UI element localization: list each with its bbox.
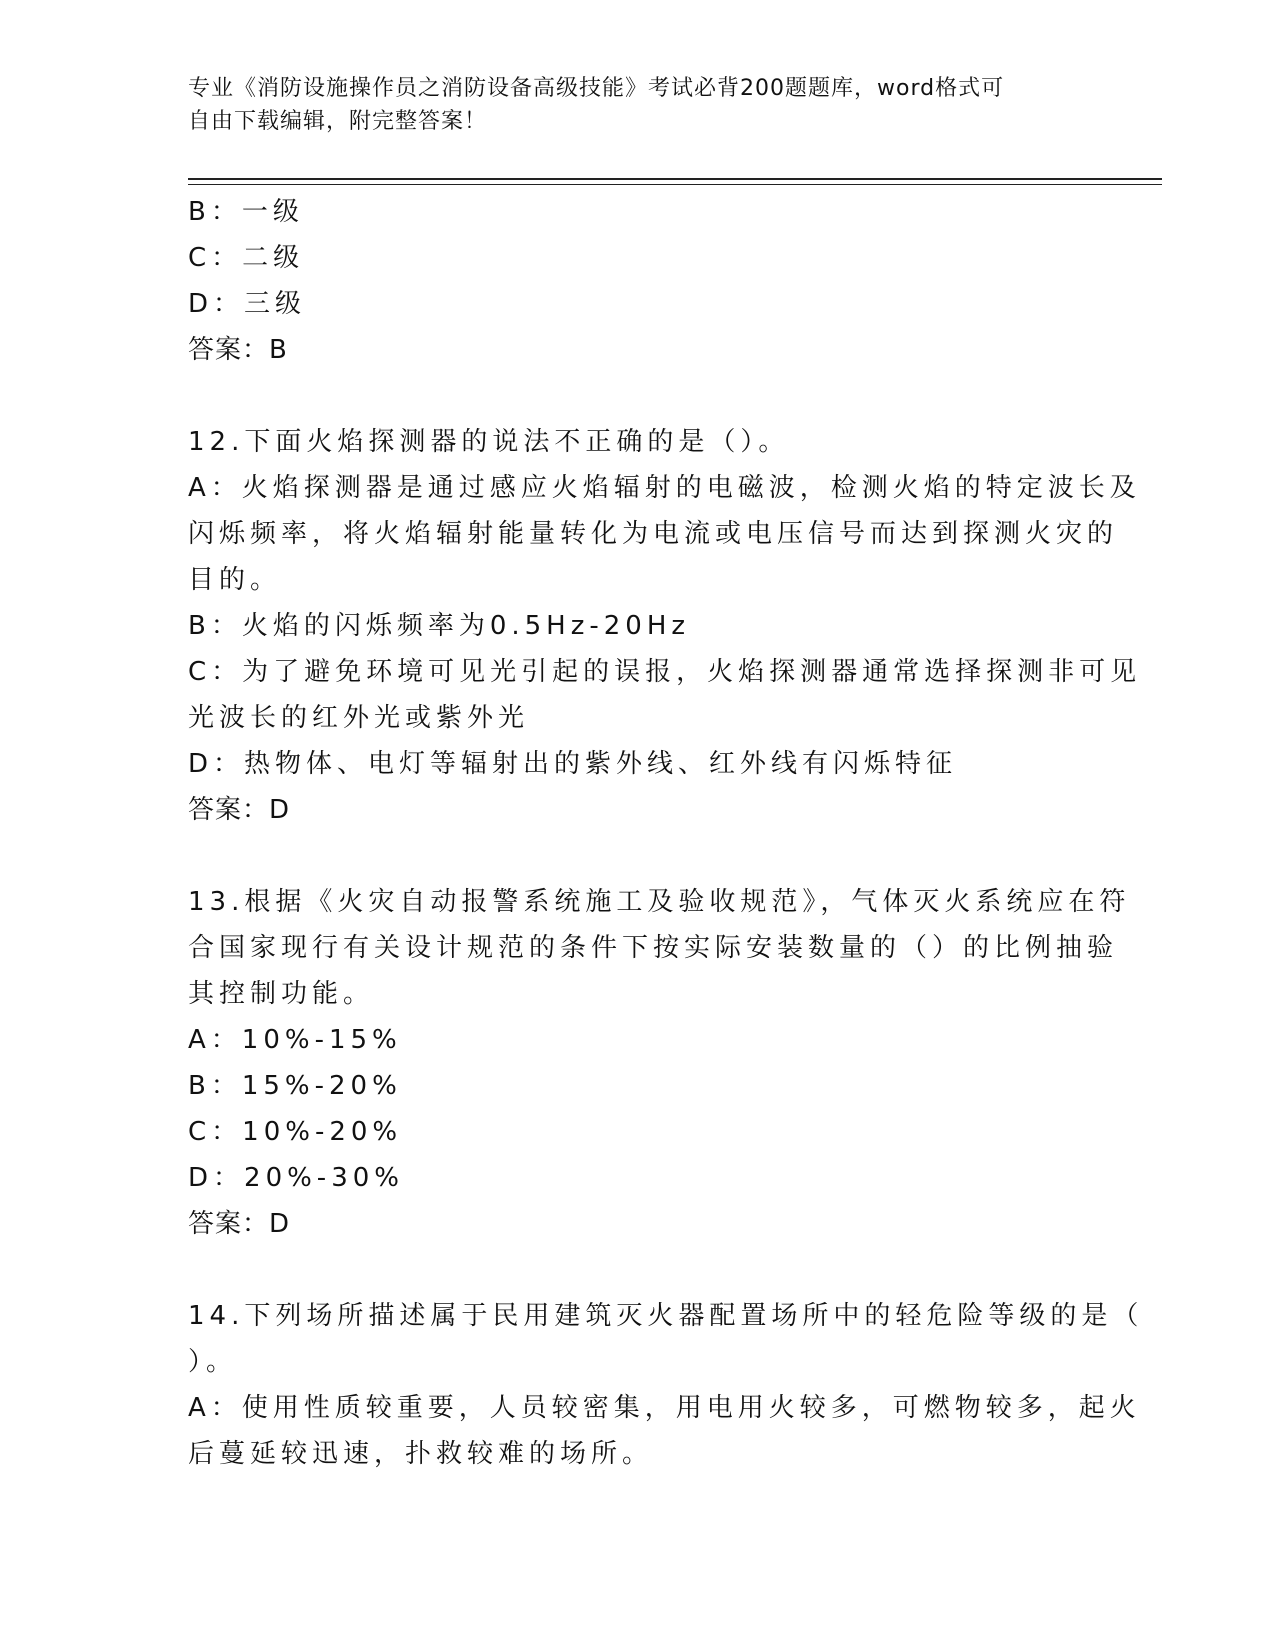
header-line-1: 专业《消防设施操作员之消防设备高级技能》考试必背200题题库，word格式可 [188, 76, 1005, 101]
option-b: B：火焰的闪烁频率为0.5Hz-20Hz [188, 611, 691, 641]
option-a-line-3: 目的。 [188, 565, 282, 595]
question-stem-line-2: ）。 [188, 1347, 238, 1377]
option-c: C：10%-20% [188, 1117, 403, 1147]
answer-line: 答案：D [188, 795, 291, 825]
question-12 [188, 419, 1142, 833]
question-stem-line-3: 其控制功能。 [188, 979, 375, 1009]
option-c-line-1: C：为了避免环境可见光引起的误报，火焰探测器通常选择探测非可见 [188, 657, 1142, 687]
option-a-line-2: 后蔓延较迅速，扑救较难的场所。 [188, 1439, 654, 1469]
header-divider-thin [188, 184, 1162, 185]
spacer [188, 1247, 1088, 1293]
option-c: C：二级 [188, 243, 305, 273]
option-d: D：20%-30% [188, 1163, 404, 1193]
question-13 [188, 879, 1131, 1247]
option-d: D：热物体、电灯等辐射出的紫外线、红外线有闪烁特征 [188, 749, 958, 779]
header-line-2: 自由下载编辑，附完整答案！ [188, 109, 488, 134]
option-a-line-1: A：使用性质较重要，人员较密集，用电用火较多，可燃物较多，起火 [188, 1393, 1141, 1423]
option-b: B：一级 [188, 197, 304, 227]
question-stem-line-1: 14.下列场所描述属于民用建筑灭火器配置场所中的轻危险等级的是（ [188, 1301, 1144, 1331]
question-content [188, 189, 1144, 1477]
previous-question [188, 189, 1088, 373]
question-stem: 12.下面火焰探测器的说法不正确的是（）。 [188, 427, 790, 457]
document-header [188, 72, 1068, 138]
spacer [188, 373, 1088, 419]
option-a: A：10%-15% [188, 1025, 402, 1055]
option-a-line-1: A：火焰探测器是通过感应火焰辐射的电磁波，检测火焰的特定波长及 [188, 473, 1141, 503]
question-stem-line-1: 13.根据《火灾自动报警系统施工及验收规范》，气体灭火系统应在符 [188, 887, 1131, 917]
answer-line: 答案：D [188, 1209, 291, 1239]
question-14 [188, 1293, 1144, 1477]
option-a-line-2: 闪烁频率，将火焰辐射能量转化为电流或电压信号而达到探测火灾的 [188, 519, 1119, 549]
question-stem-line-2: 合国家现行有关设计规范的条件下按实际安装数量的（）的比例抽验 [188, 933, 1119, 963]
option-c-line-2: 光波长的红外光或紫外光 [188, 703, 530, 733]
spacer [188, 833, 1088, 879]
option-d: D：三级 [188, 289, 307, 319]
option-b: B：15%-20% [188, 1071, 402, 1101]
answer-line: 答案：B [188, 335, 288, 365]
header-divider-thick [188, 178, 1162, 180]
